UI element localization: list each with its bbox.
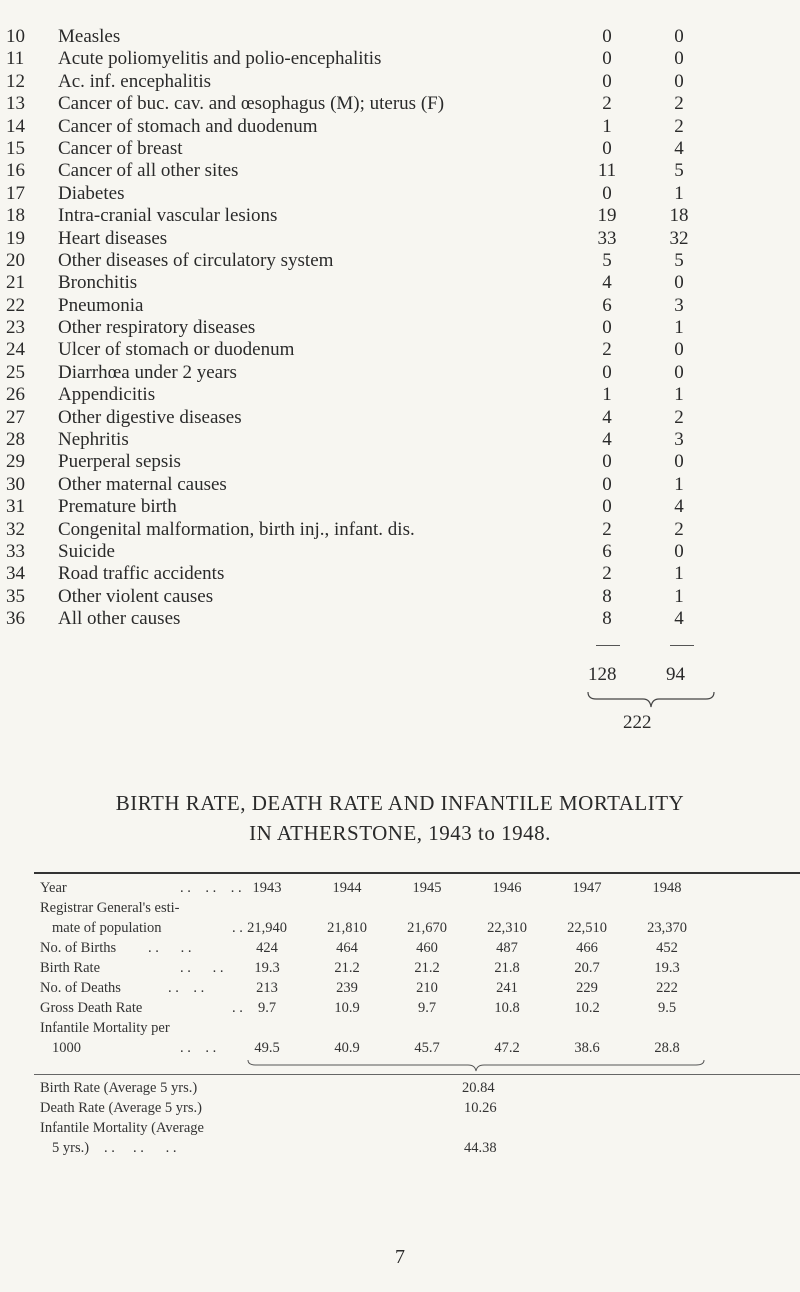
label-dots: . . . . [180, 960, 224, 976]
infantile-mortality-label-2: 1000 [52, 1040, 81, 1056]
cause-row [0, 138, 800, 160]
female-deaths: 2 [674, 115, 684, 137]
cause-label: Cancer of stomach and duodenum [58, 115, 318, 137]
cause-row [0, 228, 800, 250]
birth-rate-cell: 19.3 [654, 960, 680, 976]
cause-row [0, 407, 800, 429]
cause-number: 33 [6, 540, 25, 562]
male-deaths: 2 [602, 339, 612, 361]
avg-death-rate-value: 10.26 [464, 1100, 497, 1116]
deaths-cell: 222 [656, 980, 678, 996]
cause-label: Cancer of breast [58, 137, 183, 159]
cause-number: 17 [6, 182, 25, 204]
cause-label: All other causes [58, 608, 181, 630]
male-deaths: 6 [602, 294, 612, 316]
male-deaths: 11 [597, 160, 617, 182]
cause-row [0, 116, 800, 138]
birth-rate-cell: 21.2 [414, 960, 440, 976]
gross-death-rate-cell: 10.9 [334, 1000, 360, 1016]
combined-total: 222 [623, 712, 652, 733]
female-deaths: 1 [674, 384, 684, 406]
male-deaths: 4 [602, 272, 612, 294]
female-deaths: 1 [674, 563, 684, 585]
female-deaths: 0 [674, 26, 684, 47]
male-deaths: 0 [602, 451, 612, 473]
avg-infantile-mortality-label-1: Infantile Mortality (Average [40, 1120, 204, 1136]
gross-death-rate-cell: 9.5 [657, 1000, 677, 1016]
cause-row [0, 26, 800, 48]
female-deaths: 0 [674, 48, 684, 70]
gross-death-rate-cell: 10.2 [574, 1000, 600, 1016]
female-deaths: 4 [674, 496, 684, 518]
cause-number: 16 [6, 160, 25, 182]
female-deaths: 5 [674, 160, 684, 182]
male-deaths: 1 [602, 115, 612, 137]
male-deaths: 0 [602, 496, 612, 518]
female-total-rule [670, 645, 694, 646]
male-deaths: 0 [602, 473, 612, 495]
population-cell: 21,810 [327, 920, 367, 936]
female-deaths: 1 [674, 182, 684, 204]
cause-label: Ulcer of stomach or duodenum [58, 339, 295, 361]
population-label-1: Registrar General's esti- [40, 900, 180, 916]
infantile-mortality-cell: 40.9 [334, 1040, 360, 1056]
female-total: 94 [666, 664, 685, 685]
cause-number: 12 [6, 70, 25, 92]
cause-number: 32 [6, 518, 25, 540]
cause-row [0, 295, 800, 317]
label-dots: . . . . [148, 940, 192, 956]
cause-label: Other digestive diseases [58, 406, 242, 428]
cause-label: Ac. inf. encephalitis [58, 70, 212, 92]
cause-row [0, 474, 800, 496]
cause-label: Cancer of all other sites [58, 160, 239, 182]
cause-number: 11 [6, 48, 25, 70]
female-deaths: 1 [674, 473, 684, 495]
cause-number: 28 [6, 429, 25, 451]
infantile-mortality-cell: 47.2 [494, 1040, 520, 1056]
cause-number: 22 [6, 294, 25, 316]
male-deaths: 0 [602, 26, 612, 47]
cause-number: 35 [6, 585, 25, 607]
male-total: 128 [588, 664, 617, 685]
female-deaths: 1 [674, 585, 684, 607]
cause-number: 10 [6, 26, 25, 47]
male-deaths: 33 [597, 227, 617, 249]
label-dots: . . . . [180, 1040, 217, 1056]
cause-label: Heart diseases [58, 227, 168, 249]
cause-label: Congenital malformation, birth inj., infant. dis. [58, 518, 415, 540]
section-title-line-2: IN ATHERSTONE, 1943 to 1948. [249, 821, 551, 845]
male-deaths: 0 [602, 137, 612, 159]
cause-row [0, 586, 800, 608]
causes-of-death-table [0, 26, 800, 631]
male-deaths: 4 [602, 406, 612, 428]
female-deaths: 4 [674, 137, 684, 159]
cause-number: 25 [6, 361, 25, 383]
year-cell: 1945 [412, 880, 442, 896]
female-deaths: 1 [674, 317, 684, 339]
cause-label: Diabetes [58, 182, 125, 204]
cause-number: 29 [6, 451, 25, 473]
year-cell: 1946 [492, 880, 522, 896]
table-top-rule [34, 872, 800, 874]
male-deaths: 4 [602, 429, 612, 451]
cause-number: 14 [6, 115, 25, 137]
cause-number: 24 [6, 339, 25, 361]
cause-row [0, 384, 800, 406]
averages-rule [34, 1074, 800, 1075]
year-cell: 1947 [572, 880, 602, 896]
cause-label: Premature birth [58, 496, 177, 518]
population-cell: 23,370 [647, 920, 687, 936]
female-deaths: 0 [674, 451, 684, 473]
year-cell: 1943 [252, 880, 282, 896]
deaths-cell: 210 [416, 980, 438, 996]
births-cell: 460 [416, 940, 438, 956]
label-dots: . . . . [168, 980, 205, 996]
female-deaths: 0 [674, 272, 684, 294]
gross-death-rate-cell: 9.7 [257, 1000, 277, 1016]
male-deaths: 1 [602, 384, 612, 406]
cause-label: Intra-cranial vascular lesions [58, 205, 278, 227]
male-deaths: 0 [602, 70, 612, 92]
deaths-cell: 213 [256, 980, 278, 996]
cause-label: Suicide [58, 540, 115, 562]
cause-label: Measles [58, 26, 121, 47]
female-deaths: 2 [674, 406, 684, 428]
male-deaths: 2 [602, 93, 612, 115]
avg-infantile-mortality-label-2: 5 yrs.) [52, 1140, 90, 1156]
cause-number: 26 [6, 384, 25, 406]
avg-birth-rate-label: Birth Rate (Average 5 yrs.) [40, 1080, 198, 1096]
cause-number: 31 [6, 496, 25, 518]
avg-birth-rate-value: 20.84 [462, 1080, 495, 1096]
female-deaths: 0 [674, 339, 684, 361]
female-deaths: 0 [674, 70, 684, 92]
cause-label: Diarrhœa under 2 years [58, 361, 237, 383]
female-deaths: 32 [669, 227, 689, 249]
deaths-cell: 239 [336, 980, 358, 996]
birth-rate-cell: 20.7 [574, 960, 600, 976]
label-dots: . . . . . . [180, 880, 242, 896]
cause-row [0, 205, 800, 227]
birth-rate-cell: 21.2 [334, 960, 360, 976]
male-deaths: 0 [602, 48, 612, 70]
cause-number: 19 [6, 227, 25, 249]
cause-row [0, 183, 800, 205]
cause-number: 15 [6, 137, 25, 159]
cause-number: 21 [6, 272, 25, 294]
cause-label: Pneumonia [58, 294, 144, 316]
infantile-mortality-cell: 38.6 [574, 1040, 600, 1056]
infantile-mortality-label-1: Infantile Mortality per [40, 1020, 170, 1036]
cause-row [0, 71, 800, 93]
averages-brace [246, 1058, 706, 1074]
female-deaths: 4 [674, 608, 684, 630]
infantile-mortality-cell: 28.8 [654, 1040, 680, 1056]
male-deaths: 19 [597, 205, 617, 227]
births-cell: 466 [576, 940, 598, 956]
births-cell: 464 [336, 940, 358, 956]
female-deaths: 2 [674, 518, 684, 540]
births-cell: 452 [656, 940, 678, 956]
year-cell: 1944 [332, 880, 362, 896]
population-cell: 21,670 [407, 920, 447, 936]
infantile-mortality-cell: 49.5 [254, 1040, 280, 1056]
cause-row [0, 451, 800, 473]
section-title-line-1: BIRTH RATE, DEATH RATE AND INFANTILE MORTALITY [115, 791, 685, 815]
cause-label: Bronchitis [58, 272, 138, 294]
totals-brace [586, 690, 716, 710]
cause-row [0, 272, 800, 294]
gross-death-rate-cell: 10.8 [494, 1000, 520, 1016]
male-deaths: 2 [602, 518, 612, 540]
cause-number: 30 [6, 473, 25, 495]
cause-number: 27 [6, 406, 25, 428]
cause-label: Other respiratory diseases [58, 317, 256, 339]
male-deaths: 0 [602, 182, 612, 204]
female-deaths: 0 [674, 540, 684, 562]
births-label: No. of Births [40, 940, 117, 956]
cause-row [0, 563, 800, 585]
gross-death-rate-cell: 9.7 [417, 1000, 437, 1016]
page-number: 7 [395, 1246, 405, 1268]
cause-row [0, 317, 800, 339]
cause-row [0, 519, 800, 541]
female-deaths: 3 [674, 429, 684, 451]
male-total-rule [596, 645, 620, 646]
deaths-cell: 229 [576, 980, 598, 996]
births-cell: 424 [256, 940, 278, 956]
population-label-2: mate of population [52, 920, 162, 936]
cause-label: Other violent causes [58, 585, 214, 607]
cause-label: Road traffic accidents [58, 563, 225, 585]
births-cell: 487 [496, 940, 518, 956]
cause-number: 18 [6, 205, 25, 227]
cause-number: 23 [6, 317, 25, 339]
label-dots: . . . . . . [104, 1140, 177, 1156]
male-deaths: 0 [602, 317, 612, 339]
avg-death-rate-label: Death Rate (Average 5 yrs.) [40, 1100, 202, 1116]
cause-row [0, 93, 800, 115]
label-dots: . . [232, 1000, 243, 1016]
cause-row [0, 429, 800, 451]
cause-number: 34 [6, 563, 25, 585]
cause-label: Puerperal sepsis [58, 451, 181, 473]
cause-number: 36 [6, 608, 25, 630]
gross-death-rate-label: Gross Death Rate [40, 1000, 143, 1016]
birth-rate-cell: 21.8 [494, 960, 520, 976]
infantile-mortality-cell: 45.7 [414, 1040, 440, 1056]
cause-label: Appendicitis [58, 384, 156, 406]
cause-label: Cancer of buc. cav. and œsophagus (M); uterus (F) [58, 93, 445, 115]
cause-number: 20 [6, 249, 25, 271]
birth-rate-label: Birth Rate [40, 960, 101, 976]
male-deaths: 5 [602, 249, 612, 271]
cause-row [0, 608, 800, 630]
cause-row [0, 541, 800, 563]
cause-number: 13 [6, 93, 25, 115]
label-dots: . . [232, 920, 243, 936]
year-label: Year [40, 880, 67, 896]
cause-row [0, 160, 800, 182]
male-deaths: 0 [602, 361, 612, 383]
birth-rate-cell: 19.3 [254, 960, 280, 976]
male-deaths: 8 [602, 585, 612, 607]
cause-row [0, 48, 800, 70]
cause-row [0, 362, 800, 384]
cause-label: Other diseases of circulatory system [58, 249, 334, 271]
deaths-cell: 241 [496, 980, 518, 996]
deaths-label: No. of Deaths [40, 980, 121, 996]
cause-label: Acute poliomyelitis and polio-encephalitis [58, 48, 382, 70]
population-cell: 21,940 [247, 920, 287, 936]
cause-row [0, 250, 800, 272]
population-cell: 22,510 [567, 920, 607, 936]
cause-label: Nephritis [58, 429, 129, 451]
avg-infantile-mortality-value: 44.38 [464, 1140, 497, 1156]
cause-row [0, 496, 800, 518]
cause-row [0, 339, 800, 361]
year-cell: 1948 [652, 880, 682, 896]
female-deaths: 2 [674, 93, 684, 115]
male-deaths: 2 [602, 563, 612, 585]
female-deaths: 0 [674, 361, 684, 383]
female-deaths: 5 [674, 249, 684, 271]
female-deaths: 18 [669, 205, 689, 227]
male-deaths: 8 [602, 608, 612, 630]
population-cell: 22,310 [487, 920, 527, 936]
female-deaths: 3 [674, 294, 684, 316]
male-deaths: 6 [602, 540, 612, 562]
cause-label: Other maternal causes [58, 473, 227, 495]
